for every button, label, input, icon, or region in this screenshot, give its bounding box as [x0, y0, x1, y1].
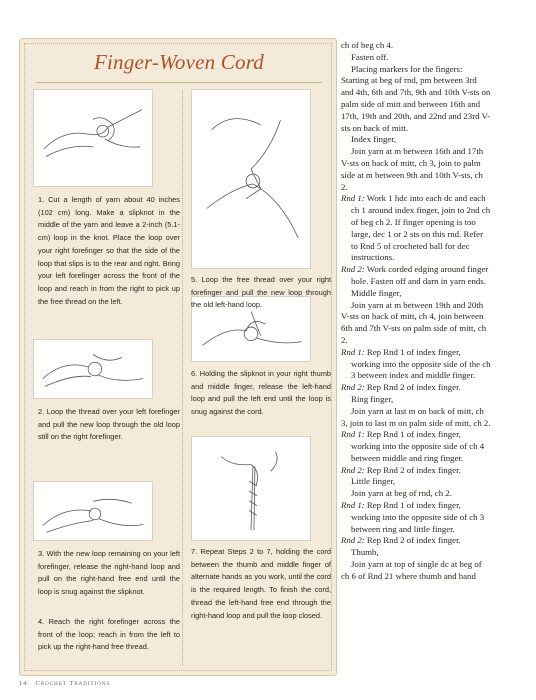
round-text: Rep Rnd 2 of index finger.: [364, 382, 461, 393]
round-text: Rep Rnd 2 of index finger.: [364, 464, 461, 475]
section-heading: Middle finger,: [351, 287, 402, 298]
section-heading: Little finger,: [351, 476, 396, 487]
round-text: Rep Rnd 2 of index finger.: [364, 535, 461, 546]
paragraph: Join yarn at top of single dc at beg of ch 6 of Rnd 21 where thumb and hand: [341, 559, 482, 581]
round-instruction: [341, 429, 491, 464]
round-text: Rep Rnd 1 of index finger, working into the opposite side of ch 4 between middle and ring finger.: [351, 429, 485, 463]
round-instruction: [341, 347, 491, 382]
line: Placing markers for the fingers:: [351, 63, 463, 74]
page-footer: [19, 680, 110, 687]
round-instruction: [341, 535, 491, 547]
round-label: Rnd 2:: [341, 464, 365, 475]
step-4-text: 4. Reach the right forefinger across the front of the loop; reach in from the left to pick up the right-hand free thread.: [38, 617, 180, 652]
illustration-step-1: [33, 89, 153, 187]
round-instruction: [341, 465, 491, 477]
paragraph: Join yarn at m between 16th and 17th V-sts on back of mitt, ch 3, join to palm side at m between 9th and 10th V-sts, ch 2.: [341, 146, 484, 192]
round-instruction: [341, 264, 491, 288]
section-heading: Thumb,: [351, 547, 379, 558]
step-5-text: 5. Loop the free thread over your right forefinger and pull the new loop through the old left-hand loop.: [191, 275, 331, 310]
line: ch of beg ch 4.: [341, 40, 394, 50]
line: Fasten off.: [351, 51, 389, 62]
round-instruction: [341, 382, 491, 394]
round-text: Work corded edging around finger hole. Fasten off and darn in yarn ends.: [351, 264, 489, 286]
step-2-text: 2. Loop the thread over your left forefinger and pull the new loop through the old loop still on the right forefinger.: [38, 407, 180, 442]
illustration-step-2: [33, 339, 153, 399]
round-text: Work 1 hdc into each dc and each ch 1 around index finger, join to 2nd ch of beg ch 2. If finger opening is too large, dec 1 or 2 sts on this rnd. Refer to Rnd 5 of crocheted ball for dec instructions.: [351, 193, 491, 263]
round-instruction: [341, 193, 491, 264]
title-rule: [36, 82, 322, 83]
round-label: Rnd 2:: [341, 382, 365, 393]
sidebar-title: Finger-Woven Cord: [94, 50, 264, 74]
section-heading: Ring finger,: [351, 393, 394, 404]
illustration-step-6: [191, 436, 311, 541]
running-title: Crochet Traditions: [35, 680, 111, 687]
line: Join yarn at beg of rnd, ch 2.: [351, 488, 452, 499]
main-instructions: [341, 40, 491, 583]
illustration-step-4: [191, 89, 311, 269]
paragraph: Join yarn at m between 19th and 20th V-sts on back of mitt, ch 4, join between 6th and 7th V-sts on palm side of mitt, ch 2.: [341, 299, 487, 345]
column-divider: [182, 91, 183, 665]
paragraph: Starting at beg of rnd, pm between 3rd and 4th, 6th and 7th, 9th and 10th V-sts on palm side of mitt and between 16th and 17th, 19th and 20th, and 22nd and 23rd V-sts on back of mitt.: [341, 75, 491, 133]
round-text: Rep Rnd 1 of index finger, working into the opposite side of ch 3 between ring and little finger.: [351, 500, 485, 534]
step-6-text: 6. Holding the slipknot in your right thumb and middle finger, release the left-hand loop and pull the left end until the loop is snug against the cord.: [191, 369, 331, 417]
round-label: Rnd 1:: [341, 346, 365, 357]
round-text: Rep Rnd 1 of index finger, working into the opposite side of the ch 3 between index and middle finger.: [351, 346, 491, 381]
round-label: Rnd 2:: [341, 535, 365, 546]
step-3-text: 3. With the new loop remaining on your left forefinger, release the right-hand loop and pull on the right-hand free end until the loop is snug against the slipknot.: [38, 549, 180, 597]
round-instruction: [341, 500, 491, 535]
step-1-text: 1. Cut a length of yarn about 40 inches (102 cm) long. Make a slipknot in the middle of the yarn and leave a 2-inch (5.1-cm) loop in the knot. Place the loop over your right forefinger so that the side of the loop that slips is to the rear and right. Bring your left forefinger across the front of the loop and reach in from the right to pick up the free thread on the left.: [38, 195, 180, 306]
round-label: Rnd 1:: [341, 429, 365, 440]
page-number: 14: [19, 680, 28, 687]
round-label: Rnd 2:: [341, 264, 365, 275]
round-label: Rnd 1:: [341, 500, 365, 511]
section-heading: Index finger,: [351, 134, 397, 145]
paragraph: Join yarn at last m on back of mitt, ch 3, join to last m on palm side of mitt, ch 2.: [341, 405, 491, 428]
round-label: Rnd 1:: [341, 193, 365, 204]
step-7-text: 7. Repeat Steps 2 to 7, holding the cord between the thumb and middle finger of alternate hands as you work, until the cord is the required length. To finish the cord, thread the left-hand free end through the right-hand loop and pull the loop closed.: [191, 547, 331, 620]
sidebar-panel: [19, 38, 337, 676]
illustration-step-3: [33, 481, 153, 541]
